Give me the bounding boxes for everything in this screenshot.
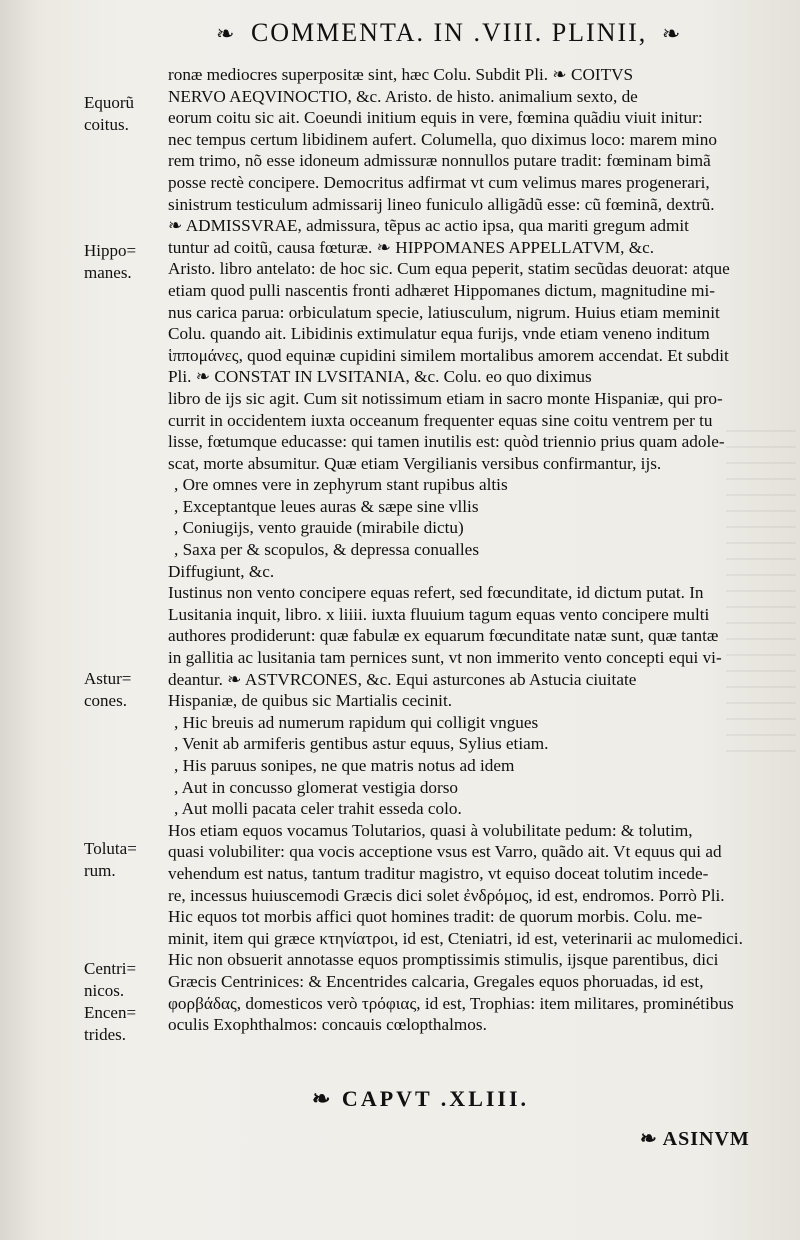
text-line: etiam quod pulli nascentis fronti adhæret Hippomanes dictum, magnitudine mi- bbox=[168, 280, 716, 300]
text-line: Lusitania inquit, libro. x liiii. iuxta fluuium tagum equas vento concipere multi bbox=[168, 604, 710, 624]
text-line: re, incessus huiuscemodi Græcis dici solet ἐνδρόμος, id est, endromos. Porrò Pli. bbox=[168, 885, 725, 905]
verse-line: , Ore omnes vere in zephyrum stant rupibus altis bbox=[174, 475, 508, 495]
text-line: Colu. quando ait. Libidinis extimulatur equa furijs, vnde etiam veneno inditum bbox=[168, 324, 710, 344]
chapter-heading: ❧ CAPVT .XLIII. bbox=[312, 1086, 530, 1111]
text-line: vehendum est natus, tantum traditur magistro, vt equiso doceat tolutim incede- bbox=[168, 863, 709, 883]
text-line: Diffugiunt, &c. bbox=[168, 561, 275, 581]
text-line: currit in occidentem iuxta occeanum frequenter equas sine coitu ventrem per tu bbox=[168, 410, 713, 430]
text-line: rem trimo, nõ esse idoneum admissuræ nonnullos putare tradit: fœminam bimã bbox=[168, 151, 711, 171]
verse-line: , Hic breuis ad numerum rapidum qui colligit vngues bbox=[174, 712, 539, 732]
margin-note-hippomanes: Hippo= manes. bbox=[84, 241, 137, 282]
text-line: Hos etiam equos vocamus Tolutarios, quasi à volubilitate pedum: & tolutim, bbox=[168, 820, 693, 840]
text-line: ❧ ADMISSVRAE, admissura, tẽpus ac actio ipsa, qua mariti gregum admit bbox=[168, 216, 689, 236]
verse-line: , Aut in concusso glomerat vestigia dorso bbox=[174, 777, 459, 797]
verse-line: , Coniugijs, vento grauide (mirabile dictu) bbox=[174, 518, 464, 538]
text-line: NERVO AEQVINOCTIO, &c. Aristo. de histo. animalium sexto, de bbox=[168, 86, 638, 106]
text-line: minit, item qui græce κτηνίατροι, id est, Cteniatri, id est, veterinarii ac mulomedici. bbox=[168, 928, 743, 948]
verse-line: , Exceptantque leues auras & sæpe sine vllis bbox=[174, 496, 479, 516]
text-line: Græcis Centrinices: & Encentrides calcaria, Gregales equos phoruadas, id est, bbox=[168, 971, 704, 991]
text-line: ἱππομάνες, quod equinæ cupidini similem mortalibus amorem accendat. Et subdit bbox=[168, 345, 729, 365]
text-line: in gallitia ac lusitania tam pernices sunt, vt non immerito vento concepti equi vi- bbox=[168, 648, 722, 668]
verse-line: , Aut molli pacata celer trahit essedа colo. bbox=[174, 799, 462, 819]
running-header bbox=[210, 18, 770, 48]
text-line: eorum coitu sic ait. Coeundi initium equis in vere, fœmina quãdiu viuit initur: bbox=[168, 108, 703, 128]
text-line: nec tempus certum libidinem aufert. Columella, quo diximus loco: marem mino bbox=[168, 129, 717, 149]
verse-line: , Saxa per & scopulos, & depressa conualles bbox=[174, 540, 480, 560]
text-line: nus carica parua: orbiculatum specie, latiusculum, nigrum. Huius etiam meminit bbox=[168, 302, 720, 322]
verse-line: , Venit ab armiferis gentibus astur equus, Sylius etiam. bbox=[174, 734, 549, 754]
commentary-text bbox=[168, 64, 780, 1036]
text-line: sinistrum testiculum admissarij lineo funiculo alligãdũ esse: cũ fœminã, dextrũ. bbox=[168, 194, 715, 214]
margin-note-centrinicos: Centri= nicos. bbox=[84, 959, 137, 1000]
text-line: Iustinus non vento concipere equas refert, sed fœcunditate, id dictum putat. In bbox=[168, 583, 704, 603]
text-line: Hic equos tot morbis affici quot homines tradit: de quorum morbis. Colu. me- bbox=[168, 907, 703, 927]
text-line: φορβάδας, domesticos verò τρόφιας, id est, Trophias: item militares, prominétibus bbox=[168, 993, 734, 1013]
running-title: COMMENTA. IN .VIII. PLINII, bbox=[250, 18, 648, 47]
text-line: ronæ mediocres superpositæ sint, hæc Colu. Subdit Pli. ❧ COITVS bbox=[168, 65, 634, 84]
text-line: authores prodiderunt: quæ fabulæ ex equarum fœcunditate natæ sunt, quæ tantæ bbox=[168, 626, 719, 646]
text-line: Hic non obsuerit annotasse equos promptissimis stimulis, ijsque parentibus, dici bbox=[168, 950, 719, 970]
margin-note-equorum: Equorũ coitus. bbox=[84, 93, 135, 134]
text-line: libro de ijs sic agit. Cum sit notissimum etiam in sacro monte Hispaniæ, qui pro- bbox=[168, 388, 723, 408]
margin-note-tolutarum: Toluta= rum. bbox=[84, 839, 137, 880]
text-line: lisse, fœtumque educasse: qui tamen inutilis est: quòd triennio prius quam adole- bbox=[168, 432, 725, 452]
verse-line: , His paruus sonipes, ne que matris notus ad idem bbox=[174, 756, 515, 775]
text-line: scat, morte absumitur. Quæ etiam Vergilianis versibus confirmantur, ijs. bbox=[168, 453, 662, 473]
text-line: Hispaniæ, de quibus sic Martialis cecinit. bbox=[168, 691, 453, 711]
text-line: deantur. ❧ ASTVRCONES, &c. Equi asturcones ab Astucia ciuitate bbox=[168, 669, 637, 689]
text-line: oculis Exophthalmos: concauis cœlopthalmos. bbox=[168, 1015, 487, 1035]
text-line: Pli. ❧ CONSTAT IN LVSITANIA, &c. Colu. eo quo diximus bbox=[168, 367, 592, 387]
text-line: Aristo. libro antelato: de hoc sic. Cum equa peperit, statim secũdas deuorat: atque bbox=[168, 259, 730, 279]
fleuron-ornament-icon: ❧ bbox=[661, 21, 683, 46]
fleuron-ornament-icon: ❧ bbox=[216, 21, 237, 46]
text-line: tuntur ad coitũ, causa fœturæ. ❧ HIPPOMANES APPELLATVM, &c. bbox=[168, 237, 655, 257]
text-line: quasi volubiliter: qua vocis acceptione vsus est Varro, quãdo ait. Vt equus qui ad bbox=[168, 842, 722, 862]
text-line: posse rectè concipere. Democritus adfirmat vt cum velimus mares progenerari, bbox=[168, 172, 710, 192]
margin-note-asturcones: Astur= cones. bbox=[84, 669, 132, 710]
margin-note-encentrides: Encen= trides. bbox=[84, 1003, 137, 1044]
catchword: ❧ ASINVM bbox=[640, 1128, 750, 1150]
